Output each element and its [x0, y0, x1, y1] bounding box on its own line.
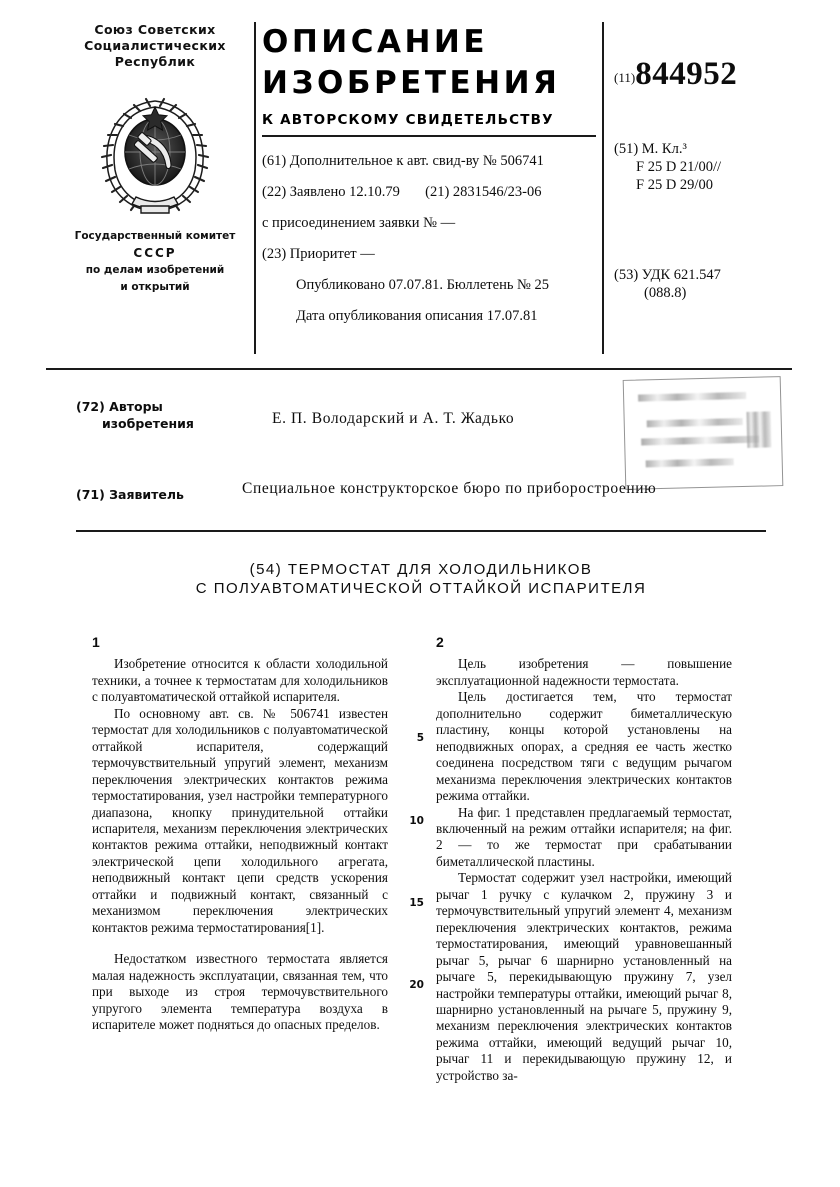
column-right-number: 2: [436, 634, 444, 650]
applicant-label: (71) Заявитель: [76, 487, 184, 502]
column-left-paragraph-1: Изобретение относится к области холодильной техники, а точнее к термостатам для холодильников с полуавтоматической оттайкой испарителя.: [92, 656, 388, 705]
header-divider-left: [254, 22, 256, 354]
udk-label: (53) УДК 621.547: [614, 267, 721, 283]
column-left-number: 1: [92, 634, 100, 650]
column-right-paragraph-1: Цель изобретения — повышение эксплуатационной надежности термостата.: [436, 656, 732, 688]
column-right: [436, 634, 732, 1084]
committee-line-4: и открытий: [120, 281, 190, 293]
biblio-field-22-21: [262, 184, 596, 201]
column-right-paragraph-4: Термостат содержит узел настройки, имеющий рычаг 1 ручку с кулачком 2, пружину 3 и термочувствительный упругий элемент 4, механизм переключения электрических контактов, режима термостатирования, имеющий уравновешанный рычаг 5, рычаг 6 шарнирно установленный на рычаге 5, перекидывающую пружину 7, узел настройки температуры оттайки, имеющий рычаг 8, шарнирно установленный на рычаге 5, пружину 9, механизм переключения электрических контактов режима оттайки, имеющий ведущий рычаг 10, рычаг 11 и перекидывающую пружину 12, и устройство за-: [436, 870, 732, 1083]
masthead-title-line-2: ИЗОБРЕТЕНИЯ: [262, 65, 561, 101]
line-marker-20: 20: [409, 979, 424, 991]
column-right-paragraph-2: Цель достигается тем, что термостат дополнительно содержит биметаллическую пластину, концы которой установлены на неподвижных опорах, а средняя ее часть жестко соединена посредством тяги с ведущим рычагом механизма переключения электрических контактов режима оттайки.: [436, 689, 732, 804]
title-top-rule: [76, 530, 766, 532]
country-name-line-2: Социалистических: [84, 38, 226, 53]
committee-line-2: СССР: [133, 246, 177, 260]
country-name-line-3: Республик: [114, 54, 196, 69]
column-left-paragraph-3: Недостатком известного термостата является малая надежность эксплуатации, связанная тем, что при выходе из строя термочувствительного упругого элемента температура воздуха в испарителе может подняться до опасных пределов.: [92, 951, 388, 1032]
line-marker-5: 5: [416, 732, 424, 744]
biblio-field-61: (61) Дополнительное к авт. свид-ву № 506741: [262, 152, 544, 169]
bibliographic-data: [262, 153, 596, 325]
ipc-code-1: F 25 D 21/00//: [636, 159, 721, 175]
committee-line-1: Государственный комитет: [74, 230, 236, 242]
line-marker-10: 10: [409, 815, 424, 827]
biblio-publication-date: Дата опубликования описания 17.07.81: [296, 307, 538, 324]
header-left-column: [62, 22, 248, 296]
state-committee: [62, 228, 248, 296]
column-left-paragraph-2: По основному авт. св. № 506741 известен термостат для холодильников с полуавтоматической оттайкой испарителя, содержащий термочувствительный упругий элемент, механизм переключения электрических контактов режима термостатирования, узел настройки температурного диапазона, кнопку принудительной оттайки испарителя, механизм переключения электрических контактов режима оттайки, неподвижный контакт электрической цепи холодильного агрегата, неподвижный контакт цепи средств ускорения оттайки и подвижный контакт, связанный с механизмом переключения электрических контактов режима термостатирования[1].: [92, 705, 388, 935]
patent-number-prefix: (11): [614, 70, 636, 85]
biblio-field-23: (23) Приоритет —: [262, 245, 375, 262]
document-header: [62, 22, 778, 352]
patent-number-value: 844952: [635, 56, 738, 92]
classification-block: [614, 140, 794, 302]
patent-number: [614, 56, 737, 93]
authors-label: [76, 398, 194, 432]
biblio-field-22: (22) Заявлено 12.10.79: [262, 183, 400, 200]
masthead-rule: [262, 135, 596, 137]
udk-sub: (088.8): [644, 285, 687, 301]
committee-line-3: по делам изобретений: [85, 264, 225, 276]
invention-title: [76, 560, 766, 598]
ipc-label: (51) М. Кл.³: [614, 141, 687, 157]
line-marker-15: 15: [409, 897, 424, 909]
ussr-coat-of-arms-icon: [62, 84, 248, 216]
column-left: [92, 634, 388, 1033]
column-right-paragraph-3: На фиг. 1 представлен предлагаемый термостат, включенный на режим оттайки испарителя; на фиг. 2 — то же термостат при срабатывании биметаллической пластины.: [436, 804, 732, 869]
header-divider-right: [602, 22, 604, 354]
applicant-value: Специальное конструкторское бюро по приборостроению: [242, 480, 657, 497]
header-bottom-rule: [46, 368, 792, 370]
biblio-field-21: (21) 2831546/23-06: [425, 183, 542, 200]
invention-title-line-1: (54) ТЕРМОСТАТ ДЛЯ ХОЛОДИЛЬНИКОВ: [249, 561, 593, 578]
authors-label-line-2: изобретения: [102, 416, 194, 431]
library-stamp: [623, 376, 784, 490]
invention-title-line-2: С ПОЛУАВТОМАТИЧЕСКОЙ ОТТАЙКОЙ ИСПАРИТЕЛЯ: [195, 580, 647, 597]
biblio-addition: с присоединением заявки № —: [262, 214, 456, 231]
ipc-code-2: F 25 D 29/00: [636, 177, 713, 193]
country-name: [62, 22, 248, 70]
authors-value: Е. П. Володарский и А. Т. Жадько: [272, 410, 515, 427]
country-name-line-1: Союз Советских: [94, 22, 216, 37]
biblio-published: Опубликовано 07.07.81. Бюллетень № 25: [296, 276, 550, 293]
header-center-column: [262, 22, 596, 339]
authors-label-line-1: (72) Авторы: [76, 399, 163, 414]
masthead-subtitle: К АВТОРСКОМУ СВИДЕТЕЛЬСТВУ: [262, 112, 554, 128]
masthead-title-line-1: ОПИСАНИЕ: [262, 24, 489, 60]
